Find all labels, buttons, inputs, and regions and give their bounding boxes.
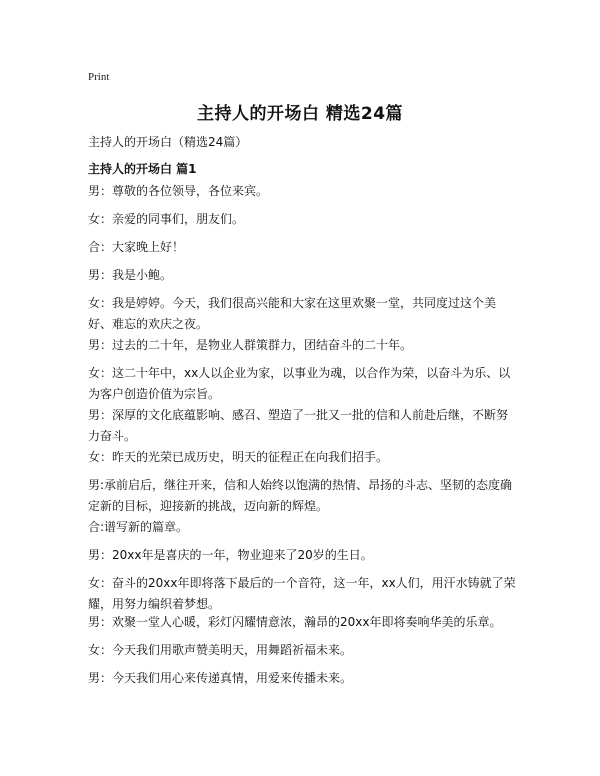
section-heading: 主持人的开场白 篇1 (88, 162, 197, 176)
dialogue-line: 女：今天我们用歌声赞美明天，用舞蹈祈福未来。 (88, 643, 353, 657)
document-subtitle: 主持人的开场白（精选24篇） (88, 135, 248, 149)
dialogue-line: 女：这二十年中，xx人以企业为家，以事业为魂，以合作为荣，以奋斗为乐、以为客户创造价值为宗旨。 (88, 366, 511, 401)
page-title: 主持人的开场白 精选24篇 (196, 104, 404, 124)
dialogue-line: 女：奋斗的20xx年即将落下最后的一个音符，这一年，xx人们，用汗水铸就了荣耀，用努力编织着梦想。 (88, 576, 516, 611)
dialogue-line: 男：20xx年是喜庆的一年，物业迎来了20岁的生日。 (88, 548, 373, 562)
dialogue-line: 女：亲爱的同事们，朋友们。 (88, 212, 245, 226)
dialogue-line: 男：今天我们用心来传递真情，用爱来传播未来。 (88, 671, 353, 685)
dialogue-line: 合:谱写新的篇章。 (88, 520, 189, 534)
dialogue-line: 男：我是小鲍。 (88, 268, 173, 282)
dialogue-line: 男：过去的二十年，是物业人群策群力，团结奋斗的二十年。 (88, 338, 413, 352)
dialogue-line: 男:承前启后，继往开来，信和人始终以饱满的热情、昂扬的斗志、坚韧的态度确定新的目标，迎接新的挑战，迈向新的辉煌。 (88, 478, 513, 513)
dialogue-line: 男：欢聚一堂人心暖，彩灯闪耀情意浓，瀚昂的20xx年即将奏响华美的乐章。 (88, 615, 502, 629)
dialogue-line: 女：我是婷婷。今天，我们很高兴能和大家在这里欢聚一堂，共同度过这个美好、难忘的欢庆之夜。 (88, 296, 497, 331)
dialogue-line: 男：尊敬的各位领导，各位来宾。 (88, 184, 269, 198)
dialogue-line: 女：昨天的光荣已成历史，明天的征程正在向我们招手。 (88, 450, 389, 464)
print-link[interactable]: Print (88, 71, 110, 83)
dialogue-line: 合：大家晚上好！ (88, 240, 185, 254)
dialogue-line: 男：深厚的文化底蕴影响、感召、塑造了一批又一批的信和人前赴后继，不断努力奋斗。 (88, 408, 509, 443)
